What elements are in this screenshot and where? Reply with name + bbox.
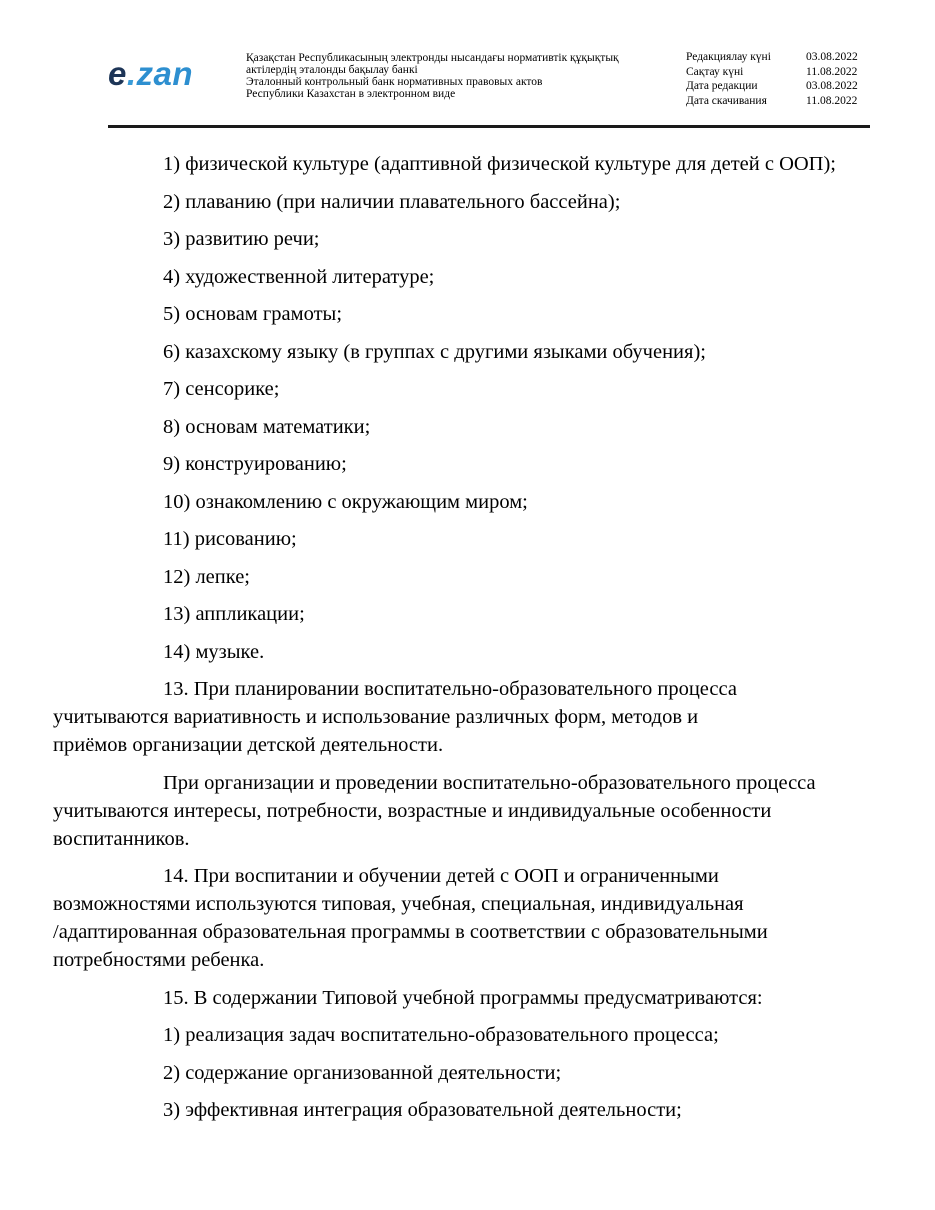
paragraph-line: приёмов организации детской деятельности. — [53, 734, 444, 756]
meta-row-download-date-ru — [686, 94, 866, 109]
meta-label: Сақтау күні — [686, 65, 744, 78]
meta-value: 03.08.2022 — [806, 80, 858, 92]
list-item: 1) физической культуре (адаптивной физической культуре для детей с ООП); — [163, 153, 837, 175]
paragraph-line: учитываются вариативность и использование различных форм, методов и — [53, 706, 699, 728]
meta-row-edit-date-kz — [686, 50, 866, 65]
paragraph-15: 15. В содержании Типовой учебной программы предусматриваются: — [163, 986, 763, 1009]
paragraph-14 — [53, 862, 870, 974]
paragraph-line: потребностями ребенка. — [53, 949, 265, 971]
paragraph-13 — [53, 675, 870, 759]
list-item: 14) музыке. — [163, 640, 265, 663]
header-line: Қазақстан Республикасының электронды нысандағы нормативтік құқықтық — [246, 52, 619, 64]
logo-e: e — [108, 55, 127, 92]
paragraph-line: учитываются интересы, потребности, возрастные и индивидуальные особенности — [53, 799, 772, 822]
paragraph-13-continued — [53, 769, 870, 853]
header-line: актілердің эталонды бақылау банкі — [246, 64, 418, 76]
page-header — [108, 46, 870, 126]
list-item: 2) содержание организованной деятельности; — [163, 1061, 562, 1084]
meta-label: Дата редакции — [686, 80, 758, 92]
list-item: 6) казахскому языку (в группах с другими языками обучения); — [163, 340, 706, 363]
list-item: 10) ознакомлению с окружающим миром; — [163, 490, 528, 513]
paragraph-line: возможностями используются типовая, учебная, специальная, индивидуальная — [53, 893, 744, 915]
list-item: 9) конструированию; — [163, 453, 347, 475]
list-item: 3) развитию речи; — [163, 228, 320, 250]
header-line: Эталонный контрольный банк нормативных правовых актов — [246, 76, 543, 88]
meta-row-edit-date-ru — [686, 79, 866, 94]
list-item: 3) эффективная интеграция образовательной деятельности; — [163, 1099, 682, 1121]
header-line: Республики Казахстан в электронном виде — [246, 88, 456, 100]
meta-value: 03.08.2022 — [806, 51, 858, 63]
paragraph-line: /адаптированная образовательная программы в соответствии с образовательными — [53, 921, 768, 943]
meta-label: Дата скачивания — [686, 94, 767, 107]
list-item: 1) реализация задач воспитательно-образовательного процесса; — [163, 1024, 719, 1046]
header-divider — [108, 125, 870, 128]
paragraph-line: 13. При планировании воспитательно-образовательного процесса — [163, 678, 737, 700]
paragraph-line: 14. При воспитании и обучении детей с ООП и ограниченными — [163, 865, 719, 887]
list-item: 12) лепке; — [163, 565, 250, 588]
logo-dot: . — [126, 55, 137, 92]
list-item: 13) аппликации; — [163, 603, 305, 625]
list-item: 11) рисованию; — [163, 528, 297, 550]
document-body — [53, 150, 870, 1134]
paragraph-line: воспитанников. — [53, 827, 190, 850]
ezan-logo[interactable] — [108, 56, 193, 92]
list-item: 5) основам грамоты; — [163, 303, 343, 325]
logo-zan: zan — [136, 55, 194, 92]
list-item: 4) художественной литературе; — [163, 265, 435, 288]
list-item: 2) плаванию (при наличии плавательного бассейна); — [163, 190, 621, 213]
meta-label: Редакциялау күні — [686, 51, 771, 63]
meta-value: 11.08.2022 — [806, 65, 858, 78]
paragraph-line: При организации и проведении воспитательно-образовательного процесса — [163, 771, 816, 794]
list-item: 7) сенсорике; — [163, 378, 280, 400]
list-item: 8) основам математики; — [163, 415, 371, 438]
header-dates — [686, 50, 866, 108]
header-bank-title — [246, 52, 666, 100]
meta-value: 11.08.2022 — [806, 94, 858, 107]
meta-row-save-date-kz — [686, 65, 866, 80]
